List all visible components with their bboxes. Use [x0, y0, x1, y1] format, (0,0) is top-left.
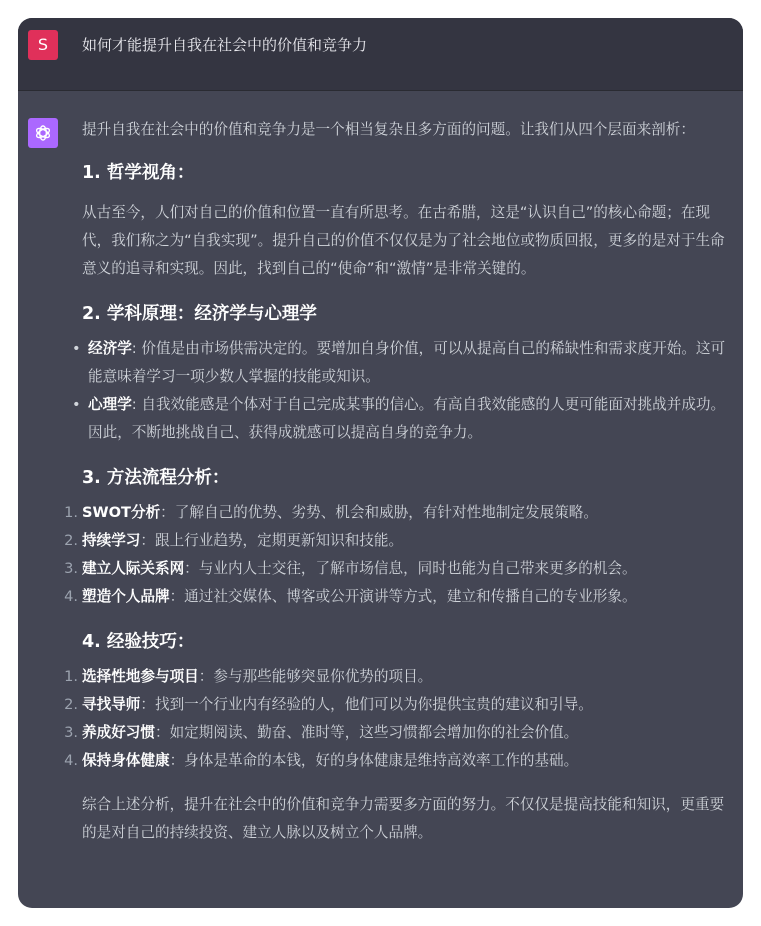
list-item-term: 建立人际关系网 [82, 560, 185, 577]
list-item-term: 心理学 [88, 396, 132, 413]
list-item-text: ：参与那些能够突显你优势的项目。 [198, 668, 433, 685]
list-item-term: 塑造个人品牌 [82, 588, 170, 605]
list-item-text: : 价值是由市场供需决定的。要增加自身价值，可以从提高自己的稀缺性和需求度开始。这可能意味着学习一项少数人掌握的技能或知识。 [88, 340, 726, 385]
list-item-term: 寻找导师 [82, 696, 141, 713]
list-item-term: 养成好习惯 [82, 724, 155, 741]
openai-logo-icon [28, 118, 58, 148]
list-item [64, 583, 732, 611]
section-heading-tips: 4. 经验技巧： [82, 632, 195, 652]
list-item-text: ：跟上行业趋势，定期更新知识和技能。 [140, 532, 404, 549]
section-heading-philosophy: 1. 哲学视角： [82, 163, 195, 183]
list-item-number: 2. [64, 696, 78, 713]
bullet-icon: • [72, 340, 81, 357]
list-item-number: 4. [64, 588, 78, 605]
methods-list [64, 499, 732, 611]
list-item [72, 335, 732, 391]
section-heading-methods: 3. 方法流程分析： [82, 468, 230, 488]
list-item [64, 747, 732, 775]
conclusion-paragraph: 综合上述分析，提升在社会中的价值和竞争力需要多方面的努力。不仅仅是提高技能和知识，更重要的是对自己的持续投资、建立人脉以及树立个人品牌。 [82, 796, 725, 841]
disciplines-list [72, 335, 732, 447]
chat-window [18, 18, 743, 908]
tips-list [64, 663, 732, 775]
list-item [64, 691, 732, 719]
list-item-number: 3. [64, 724, 78, 741]
user-message-row [18, 18, 743, 91]
list-item-term: 选择性地参与项目 [82, 668, 199, 685]
list-item-term: SWOT分析 [82, 504, 161, 521]
list-item-text: ：身体是革命的本钱，好的身体健康是维持高效率工作的基础。 [169, 752, 579, 769]
list-item-number: 4. [64, 752, 78, 769]
intro-paragraph: 提升自我在社会中的价值和竞争力是一个相当复杂且多方面的问题。让我们从四个层面来剖析： [82, 121, 695, 138]
list-item-text: ：通过社交媒体、博客或公开演讲等方式，建立和传播自己的专业形象。 [169, 588, 637, 605]
list-item [64, 499, 732, 527]
list-item-term: 持续学习 [82, 532, 141, 549]
bullet-icon: • [72, 396, 81, 413]
list-item [64, 555, 732, 583]
list-item-text: ：找到一个行业内有经验的人，他们可以为你提供宝贵的建议和引导。 [140, 696, 593, 713]
list-item [72, 391, 732, 447]
assistant-message-row [18, 91, 743, 908]
section-heading-disciplines: 2. 学科原理：经济学与心理学 [82, 304, 317, 324]
list-item-number: 1. [64, 504, 78, 521]
assistant-message-content [64, 116, 732, 847]
list-item-text: ：了解自己的优势、劣势、机会和威胁，有针对性地制定发展策略。 [160, 504, 598, 521]
user-avatar: S [28, 30, 58, 60]
list-item-term: 保持身体健康 [82, 752, 170, 769]
list-item [64, 527, 732, 555]
list-item-term: 经济学 [88, 340, 132, 357]
list-item-number: 1. [64, 668, 78, 685]
list-item-number: 3. [64, 560, 78, 577]
list-item-text: ：如定期阅读、勤奋、准时等，这些习惯都会增加你的社会价值。 [154, 724, 579, 741]
list-item-text: : 自我效能感是个体对于自己完成某事的信心。有高自我效能感的人更可能面对挑战并成功。因此，不断地挑战自己、获得成就感可以提高自身的竞争力。 [88, 396, 726, 441]
list-item [64, 663, 732, 691]
philosophy-paragraph: 从古至今，人们对自己的价值和位置一直有所思考。在古希腊，这是“认识自己”的核心命题；在现代，我们称之为“自我实现”。提升自己的价值不仅仅是为了社会地位或物质回报，更多的是对于生命意义的追寻和实现。因此，找到自己的“使命”和“激情”是非常关键的。 [82, 204, 725, 277]
list-item [64, 719, 732, 747]
list-item-number: 2. [64, 532, 78, 549]
user-message-text: 如何才能提升自我在社会中的价值和竞争力 [82, 36, 368, 54]
list-item-text: ：与业内人士交往，了解市场信息，同时也能为自己带来更多的机会。 [184, 560, 637, 577]
